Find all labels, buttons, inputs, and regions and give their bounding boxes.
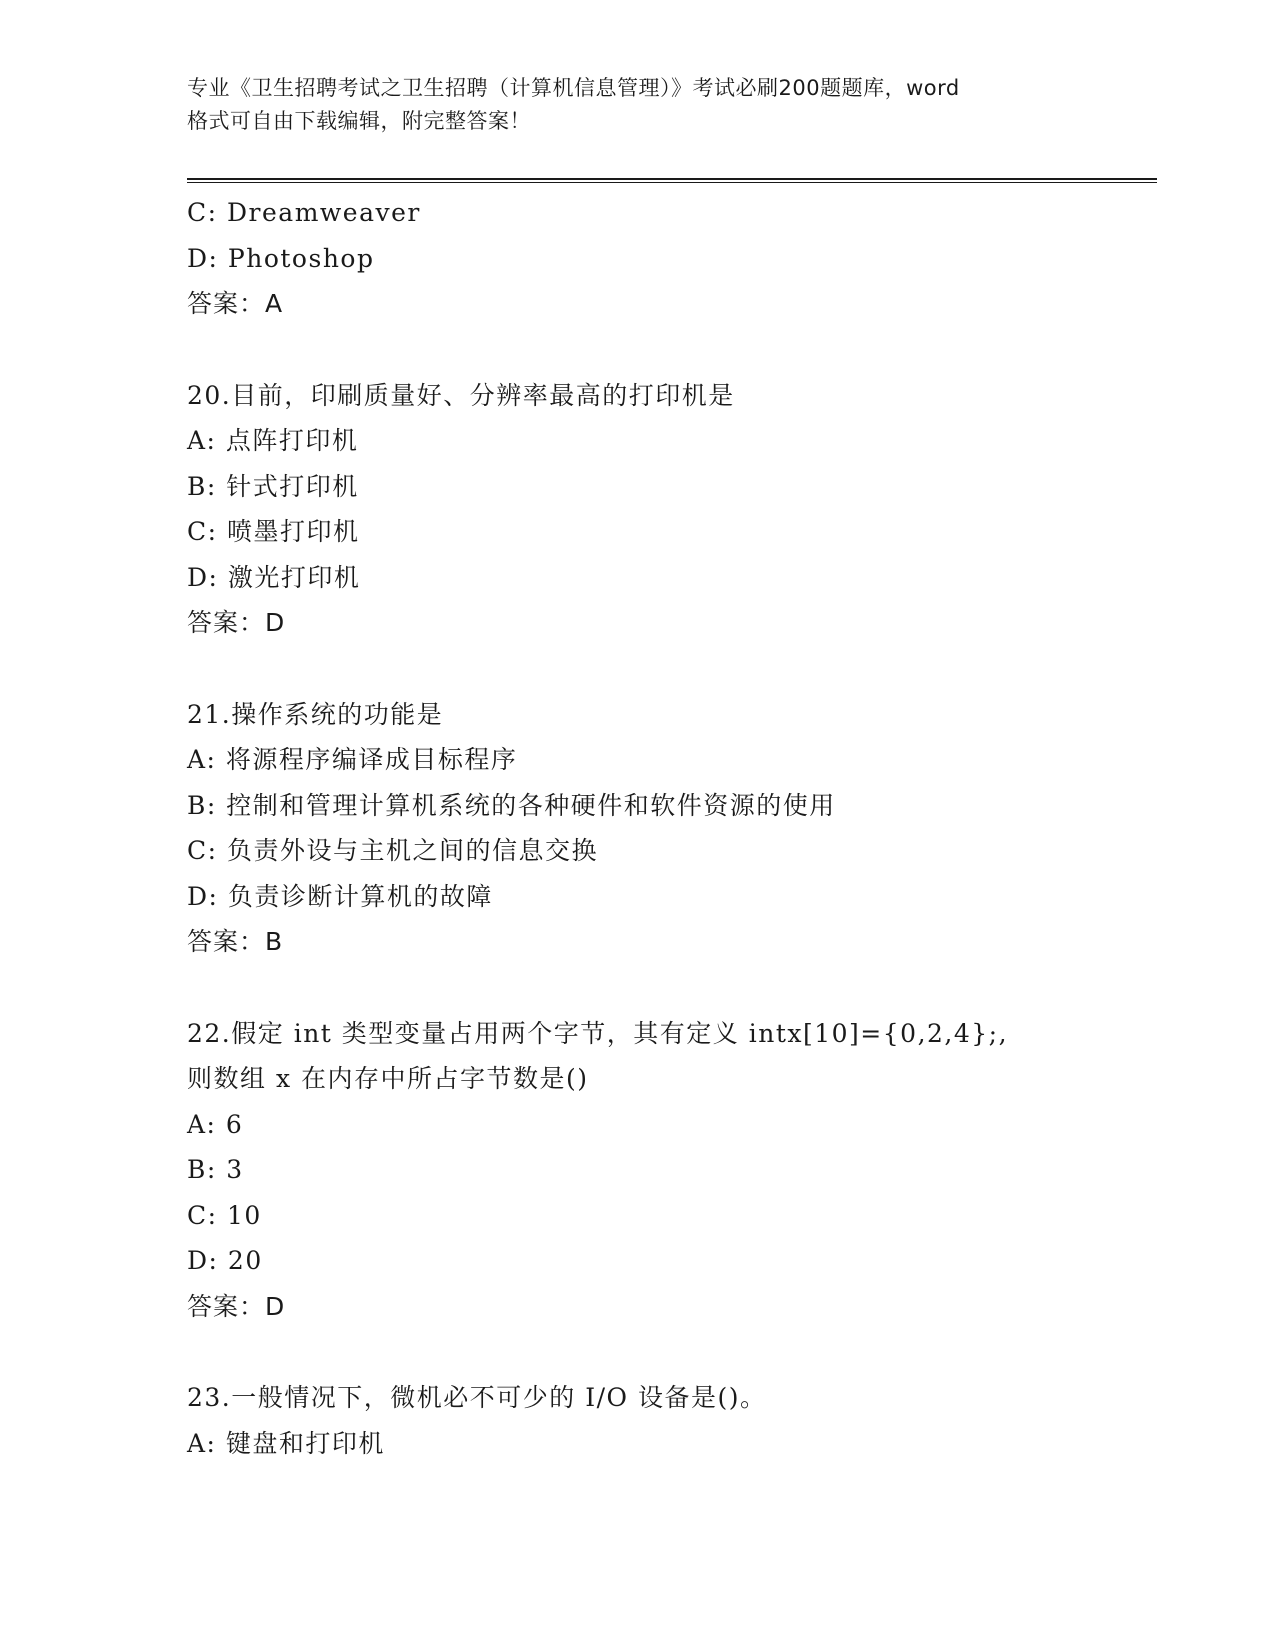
question-text: 21.操作系统的功能是 <box>187 699 444 729</box>
question-text: 22.假定 int 类型变量占用两个字节，其有定义 intx[10]={0,2,4};, <box>187 1018 1009 1048</box>
question-block <box>187 1011 1157 1330</box>
option-c: C: Dreamweaver <box>187 198 421 227</box>
spacer <box>187 646 1157 692</box>
option-a: A: 6 <box>187 1109 244 1139</box>
option-a: A: 将源程序编译成目标程序 <box>187 745 518 774</box>
question-list <box>187 190 1157 1466</box>
answer-line: 答案：A <box>187 289 284 318</box>
question-block <box>187 1375 1157 1466</box>
header-divider <box>187 178 1157 183</box>
spacer <box>187 327 1157 373</box>
question-text-continued: 则数组 x 在内存中所占字节数是() <box>187 1064 589 1093</box>
answer-line: 答案：D <box>187 1291 286 1321</box>
question-text: 20.目前，印刷质量好、分辨率最高的打印机是 <box>187 380 735 410</box>
question-block <box>187 373 1157 646</box>
option-a: A: 点阵打印机 <box>187 426 359 455</box>
spacer <box>187 965 1157 1011</box>
question-block <box>187 692 1157 965</box>
option-c: C: 10 <box>187 1200 262 1230</box>
header-title-line-1: 专业《卫生招聘考试之卫生招聘（计算机信息管理）》考试必刷200题题库，word <box>187 76 960 100</box>
option-b: B: 针式打印机 <box>187 471 359 501</box>
option-d: D: 激光打印机 <box>187 562 361 592</box>
option-d: D: Photoshop <box>187 243 375 273</box>
option-a: A: 键盘和打印机 <box>187 1428 385 1458</box>
option-d: D: 20 <box>187 1246 263 1275</box>
document-header <box>187 72 1087 138</box>
answer-line: 答案：D <box>187 608 286 637</box>
option-c: C: 负责外设与主机之间的信息交换 <box>187 836 598 865</box>
answer-line: 答案：B <box>187 927 284 956</box>
header-title-line-2: 格式可自由下载编辑，附完整答案！ <box>187 109 531 133</box>
question-text: 23.一般情况下，微机必不可少的 I/O 设备是()。 <box>187 1383 767 1412</box>
spacer <box>187 1329 1157 1375</box>
option-d: D: 负责诊断计算机的故障 <box>187 881 493 911</box>
option-b: B: 3 <box>187 1155 244 1184</box>
option-c: C: 喷墨打印机 <box>187 517 360 546</box>
option-b: B: 控制和管理计算机系统的各种硬件和软件资源的使用 <box>187 790 836 820</box>
question-block <box>187 190 1157 327</box>
